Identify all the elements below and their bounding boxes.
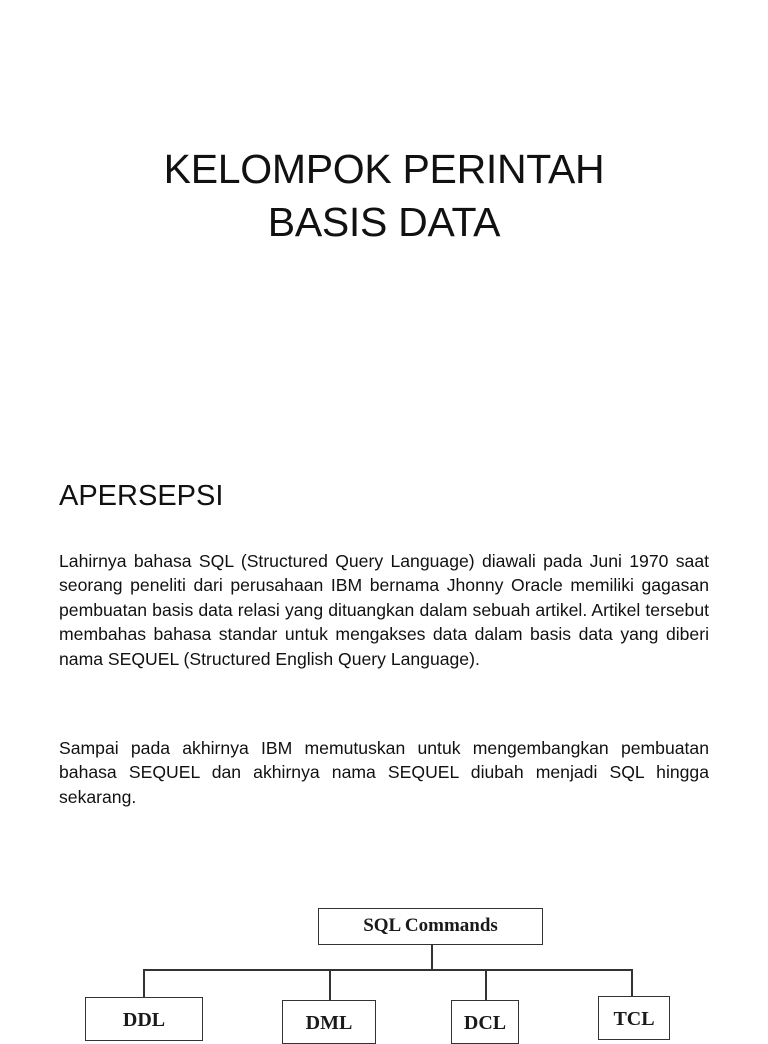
diagram-node-tcl: TCL <box>598 996 670 1040</box>
connector-root <box>431 945 433 969</box>
section-heading: APERSEPSI <box>59 480 224 512</box>
connector-tcl <box>631 969 633 996</box>
paragraph-sql-history: Lahirnya bahasa SQL (Structured Query Language) diawali pada Juni 1970 saat seorang peneliti dari perusahaan IBM bernama Jhonny Oracle memiliki gagasan pembuatan basis data relasi yang dituangkan dalam sebuah artikel. Artikel tersebut membahas bahasa standar untuk mengakses data dalam basis data yang diberi nama SEQUEL (Structured English Query Language). <box>59 551 709 669</box>
paragraph-sequel-rename: Sampai pada akhirnya IBM memutuskan untuk mengembangkan pembuatan bahasa SEQUEL dan akhirnya nama SEQUEL diubah menjadi SQL hingga sekarang. <box>59 738 709 807</box>
slide-title-line-1: KELOMPOK PERINTAH <box>163 146 605 193</box>
slide-title <box>0 143 768 249</box>
diagram-node-ddl: DDL <box>85 997 203 1041</box>
diagram-node-sql-commands: SQL Commands <box>318 908 543 945</box>
slide-title-line-2: BASIS DATA <box>267 199 501 246</box>
connector-ddl <box>143 969 145 997</box>
connector-dcl <box>485 969 487 1000</box>
diagram-node-dml: DML <box>282 1000 376 1044</box>
connector-horizontal <box>143 969 632 971</box>
diagram-node-dcl: DCL <box>451 1000 519 1044</box>
connector-dml <box>329 969 331 1000</box>
